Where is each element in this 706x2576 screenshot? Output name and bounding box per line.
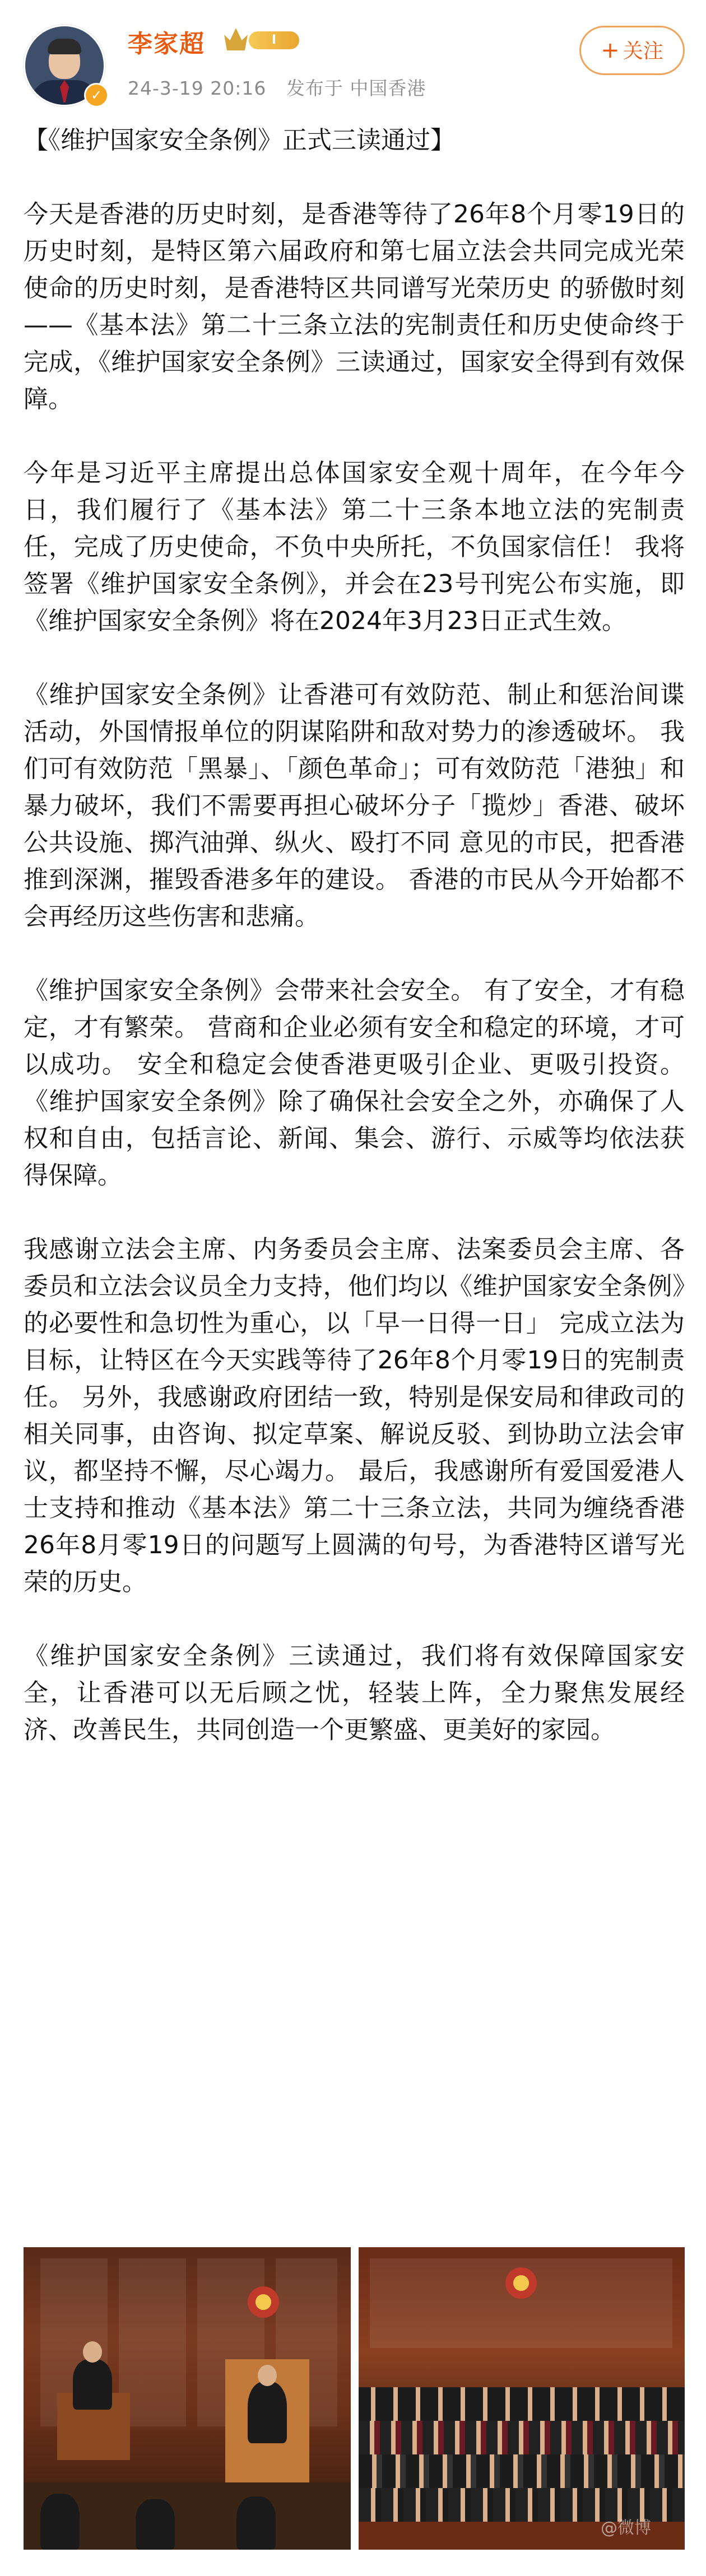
speaking-figure-head [83, 2341, 102, 2363]
post-paragraph-5: 我感谢立法会主席、内务委员会主席、法案委员会主席、各委员和立法会议员全力支持，他们均以《维护国家安全条例》的必要性和急切性为重心，以「早一日得一日」 完成立法为目标，让特区在今天实践等待了26年8个月零19日的宪制责任。 另外，我感谢政府团结一致，特别是保安局和律政司的相关同事，由咨询、拟定草案、解说反驳、到协助立法会审议，都坚持不懈，尽心竭力。 最后，我感谢所有爱国爱港人士支持和推动《基本法》第二十三条立法，共同为缠绕香港26年8月零19日的问题写上圆满的句号，为香港特区谱写光荣的历史。 [24, 1235, 685, 1596]
speaker-figure [248, 2382, 287, 2443]
plus-icon: + [601, 38, 620, 63]
emblem-icon [505, 2267, 537, 2299]
audience-figure [40, 2494, 80, 2550]
post-location: 发布于 中国香港 [286, 77, 426, 99]
post-meta [128, 74, 439, 100]
legislative-chamber-speech-photo[interactable] [24, 2247, 351, 2550]
follow-button[interactable] [579, 26, 685, 75]
vip-badge[interactable] [224, 27, 301, 53]
crowd-row [359, 2387, 685, 2421]
post-body [24, 122, 685, 1786]
speaker-head [258, 2365, 277, 2386]
audience-figure [136, 2499, 175, 2550]
image-watermark: @微博 [601, 2518, 651, 2538]
post-paragraph-6: 《维护国家安全条例》三读通过，我们将有效保障国家安全，让香港可以无后顾之忧，轻装上阵，全力聚焦发展经济、改善民生，共同创造一个更繁盛、更美好的家园。 [24, 1642, 685, 1744]
emblem-icon [248, 2286, 279, 2318]
verified-badge-icon: ✓ [84, 83, 109, 108]
post-title: 【《维护国家安全条例》正式三读通过】 [24, 126, 455, 155]
follow-button-label: 关注 [623, 40, 663, 63]
post-paragraph-3: 《维护国家安全条例》让香港可有效防范、制止和惩治间谍活动，外国情报单位的阴谋陷阱和敌对势力的渗透破坏。 我们可有效防范「黑暴」、「颜色革命」；可有效防范「港独」和暴力破坏，我们不需要再担心破坏分子「揽炒」香港、破坏公共设施、掷汽油弹、纵火、殴打不同 意见的市民，把香港推到深渊，摧毁香港多年的建设。 香港的市民从今开始都不会再经历这些伤害和悲痛。 [24, 681, 685, 931]
post-paragraph-1: 今天是香港的历史时刻，是香港等待了26年8个月零19日的历史时刻，是特区第六届政府和第七届立法会共同完成光荣使命的历史时刻，是香港特区共同谱写光荣历史 的骄傲时刻——《基本法》第二十三条立法的宪制责任和历史使命终于完成，《维护国家安全条例》三读通过，国家安全得到有效保障。 [24, 200, 685, 413]
crowd-row [359, 2421, 685, 2454]
speaking-figure [73, 2359, 112, 2410]
legislative-council-group-photo[interactable] [359, 2247, 685, 2550]
post-paragraph-2: 今年是习近平主席提出总体国家安全观十周年，在今年今日，我们履行了《基本法》第二十三条本地立法的宪制责任，完成了历史使命，不负中央所托，不负国家信任！ 我将签署《维护国家安全条例》，并会在23号刊宪公布实施，即《维护国家安全条例》将在2024年3月23日正式生效。 [24, 459, 685, 635]
audience-figure [236, 2496, 276, 2550]
post-paragraph-4: 《维护国家安全条例》会带来社会安全。 有了安全，才有稳定，才有繁荣。 营商和企业必须有安全和稳定的环境，才可以成功。 安全和稳定会使香港更吸引企业、更吸引投资。 《维护国家安全条例》除了确保社会安全之外，亦确保了人权和自由，包括言论、新闻、集会、游行、示威等均依法获得保障。 [24, 976, 685, 1190]
post-image-grid [24, 2247, 685, 2550]
author-name[interactable]: 李家超 [128, 30, 205, 58]
avatar-hair [48, 39, 81, 54]
post-timestamp: 24-3-19 20:16 [128, 77, 267, 99]
crowd-row [359, 2454, 685, 2488]
crown-icon [224, 28, 248, 50]
post-header [0, 0, 706, 106]
vip-level-label: I [249, 31, 299, 49]
